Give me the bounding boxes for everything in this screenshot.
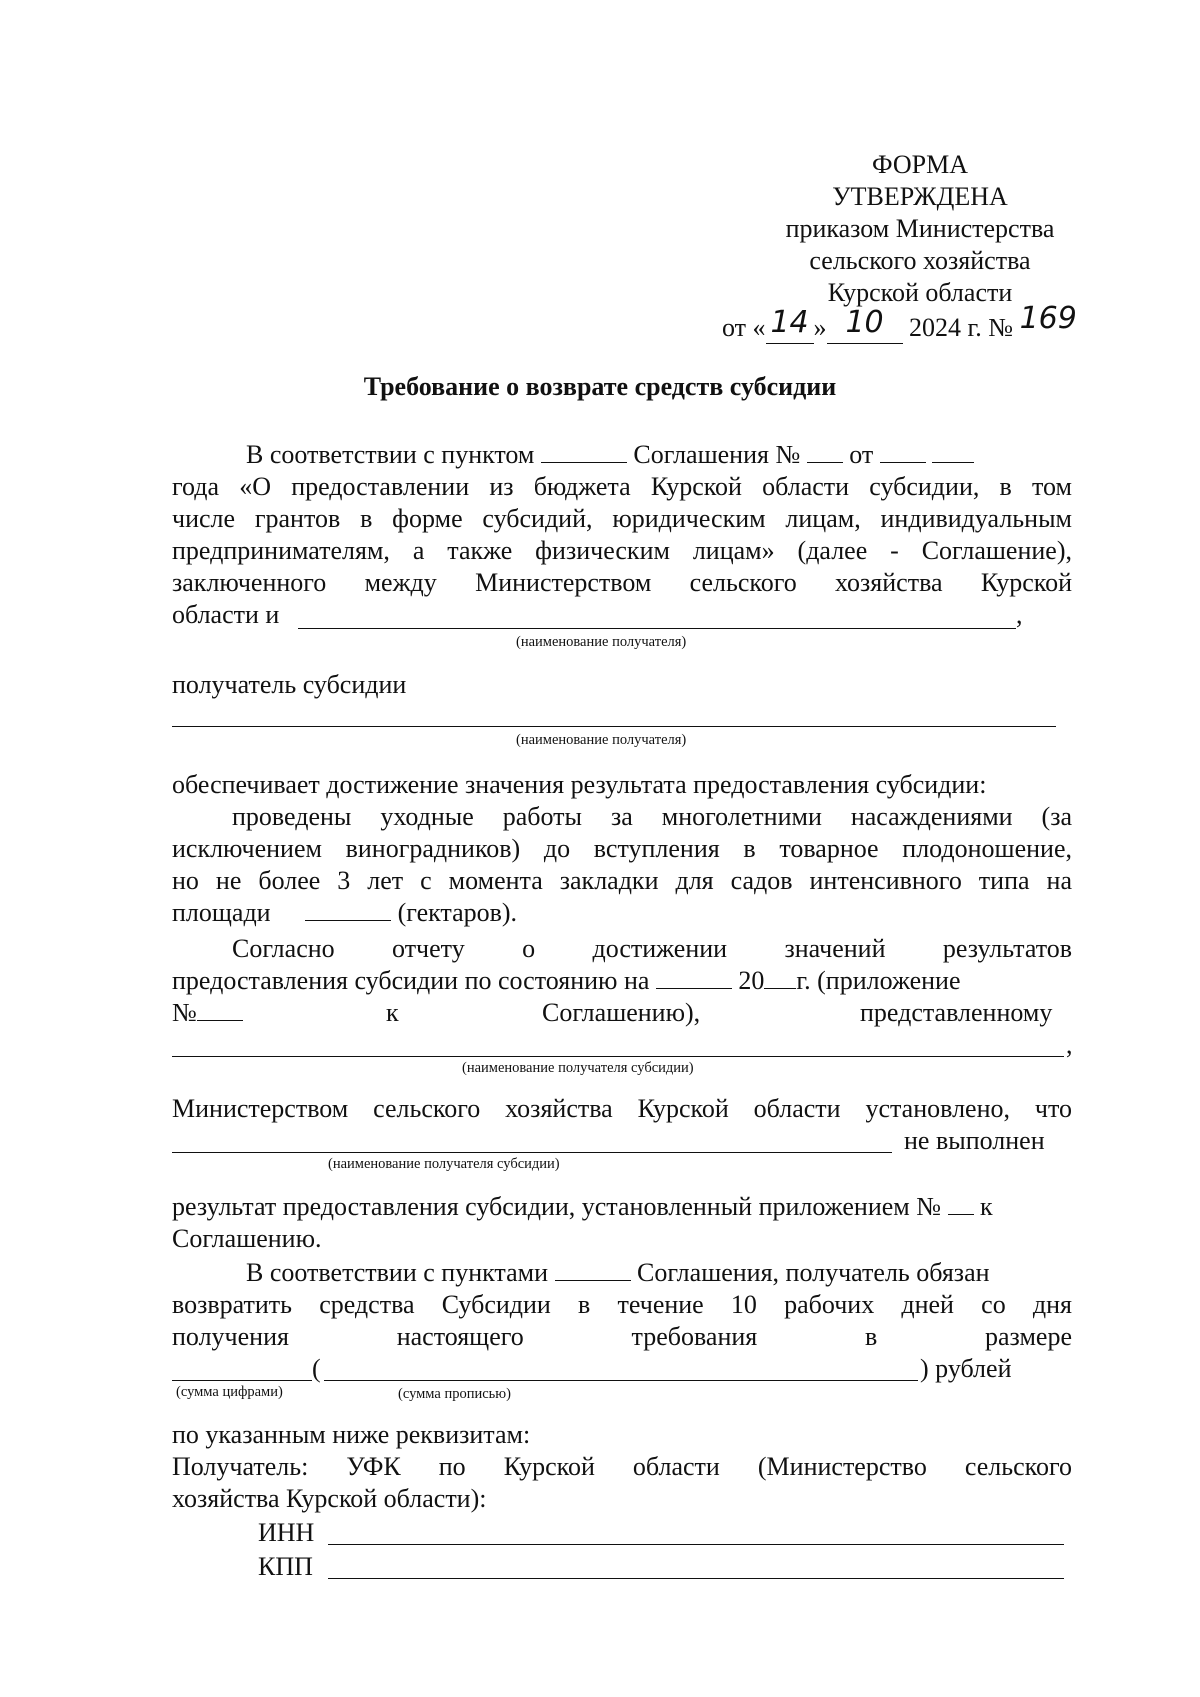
p6-line2: Соглашению. <box>172 1224 322 1253</box>
p1-line3: числе грантов в форме субсидий, юридическим лицам, индивидуальным <box>172 504 1072 533</box>
p6-line1 <box>172 1192 993 1222</box>
inn-line <box>328 1544 1064 1545</box>
p1-line5: заключенного между Министерством сельского хозяйства Курской <box>172 568 1072 597</box>
report-date-blank <box>656 966 732 989</box>
sum-close-rubles: ) рублей <box>920 1354 1012 1383</box>
p9-line2: хозяйства Курской области): <box>172 1484 487 1513</box>
p4-line1: Согласно отчету о достижении значений результатов <box>232 934 1072 963</box>
approval-date-line <box>722 301 1077 344</box>
agreement-date-blank-2 <box>932 440 974 463</box>
appendix-number-blank <box>197 998 243 1021</box>
p7-text-b: Соглашения, получатель обязан <box>637 1258 990 1287</box>
p3-line4 <box>172 898 517 928</box>
sum-digits-line <box>172 1380 312 1381</box>
date-month-handwritten: 10 <box>845 305 884 340</box>
p6-text-a: результат предоставления субсидии, установленный приложением № <box>172 1192 942 1221</box>
p3-line3: но не более 3 лет с момента закладки для садов интенсивного типа на <box>172 866 1072 895</box>
p8-line: по указанным ниже реквизитам: <box>172 1420 531 1449</box>
clause-number-blank <box>541 440 627 463</box>
caption-recipient-1: (наименование получателя) <box>516 634 687 650</box>
p1-line6: области и <box>172 600 280 629</box>
p7-text-a: В соответствии с пунктами <box>246 1258 548 1287</box>
p5-line2-not-fulfilled: не выполнен <box>904 1126 1045 1155</box>
date-year: 2024 г. № <box>909 313 1014 342</box>
recipient-name-line-1 <box>298 628 1016 629</box>
agreement-date-blank-1 <box>880 440 926 463</box>
p4-line4-comma: , <box>1066 1030 1073 1059</box>
p3-line2: исключением виноградников) до вступления в товарное плодоношение, <box>172 834 1072 863</box>
kpp-label: КПП <box>258 1552 313 1581</box>
order-number-handwritten: 169 <box>1019 301 1077 336</box>
document-title: Требование о возврате средств субсидии <box>363 372 837 401</box>
caption-subsidy-recipient-1: (наименование получателя субсидии) <box>462 1060 694 1076</box>
p4-number-sign: № <box>172 998 197 1027</box>
result-appendix-blank <box>948 1192 974 1215</box>
subsidy-recipient-line-1 <box>172 1056 1064 1057</box>
inn-label: ИНН <box>258 1518 315 1547</box>
p3-line1: проведены уходные работы за многолетними насаждениями (за <box>232 802 1072 831</box>
p7-line2: возвратить средства Субсидии в течение 10 рабочих дней со дня <box>172 1290 1072 1319</box>
p4-line3-number <box>172 998 243 1028</box>
approval-ministry-label: сельского хозяйства <box>809 246 1031 275</box>
agreement-number-blank <box>807 440 843 463</box>
approval-order-label: приказом Министерства <box>785 214 1055 243</box>
p1-line2: года «О предоставлении из бюджета Курской области субсидии, в том <box>172 472 1072 501</box>
date-day-field <box>766 305 814 344</box>
p5-line1: Министерством сельского хозяйства Курской области установлено, что <box>172 1094 1072 1123</box>
p9-line1: Получатель: УФК по Курской области (Министерство сельского <box>172 1452 1072 1481</box>
caption-sum-words: (сумма прописью) <box>398 1386 511 1402</box>
p1-line6-comma: , <box>1016 600 1023 629</box>
date-day-handwritten: 14 <box>770 305 809 340</box>
p6-text-b: к <box>980 1192 993 1221</box>
subsidy-recipient-line-2 <box>172 1152 892 1153</box>
approval-form-label: ФОРМА <box>872 150 968 179</box>
recipient-label: получатель субсидии <box>172 670 407 699</box>
p4-text-c: г. (приложение <box>796 966 961 995</box>
p4-line3-submitted: представленному <box>860 998 1053 1027</box>
p3-hectares-label: (гектаров). <box>397 898 518 927</box>
report-year-blank <box>764 966 796 989</box>
clauses-blank <box>555 1258 631 1281</box>
caption-recipient-2: (наименование получателя) <box>516 732 687 748</box>
approval-approved-label: УТВЕРЖДЕНА <box>832 182 1008 211</box>
p2-line: обеспечивает достижение значения результата предоставления субсидии: <box>172 770 987 799</box>
date-month-field <box>827 305 903 344</box>
date-prefix: от « <box>722 313 766 342</box>
p7-line3: получения настоящего требования в размере <box>172 1322 1072 1351</box>
p1-line4: предпринимателям, а также физическим лицам» (далее - Соглашение), <box>172 536 1072 565</box>
p4-line3-agreement: Соглашению), <box>542 998 701 1027</box>
p4-line2 <box>172 966 961 996</box>
sum-words-line <box>324 1380 918 1381</box>
p1-text-c: от <box>849 440 874 469</box>
p4-text-a: предоставления субсидии по состоянию на <box>172 966 650 995</box>
p3-area-label: площади <box>172 898 271 927</box>
p1-text-b: Соглашения № <box>633 440 801 469</box>
kpp-line <box>328 1578 1064 1579</box>
sum-open-paren: ( <box>312 1354 321 1383</box>
approval-region-label: Курской области <box>827 278 1013 307</box>
area-blank <box>305 898 391 921</box>
p1-text-a: В соответствии с пунктом <box>246 440 535 469</box>
caption-sum-digits: (сумма цифрами) <box>176 1384 283 1400</box>
recipient-name-line-2 <box>172 726 1056 727</box>
date-mid: » <box>813 313 827 342</box>
p4-line3-k: к <box>386 998 399 1027</box>
p7-line1 <box>246 1258 990 1288</box>
p1-line1 <box>246 440 974 470</box>
caption-subsidy-recipient-2: (наименование получателя субсидии) <box>328 1156 560 1172</box>
p4-century: 20 <box>738 966 765 995</box>
